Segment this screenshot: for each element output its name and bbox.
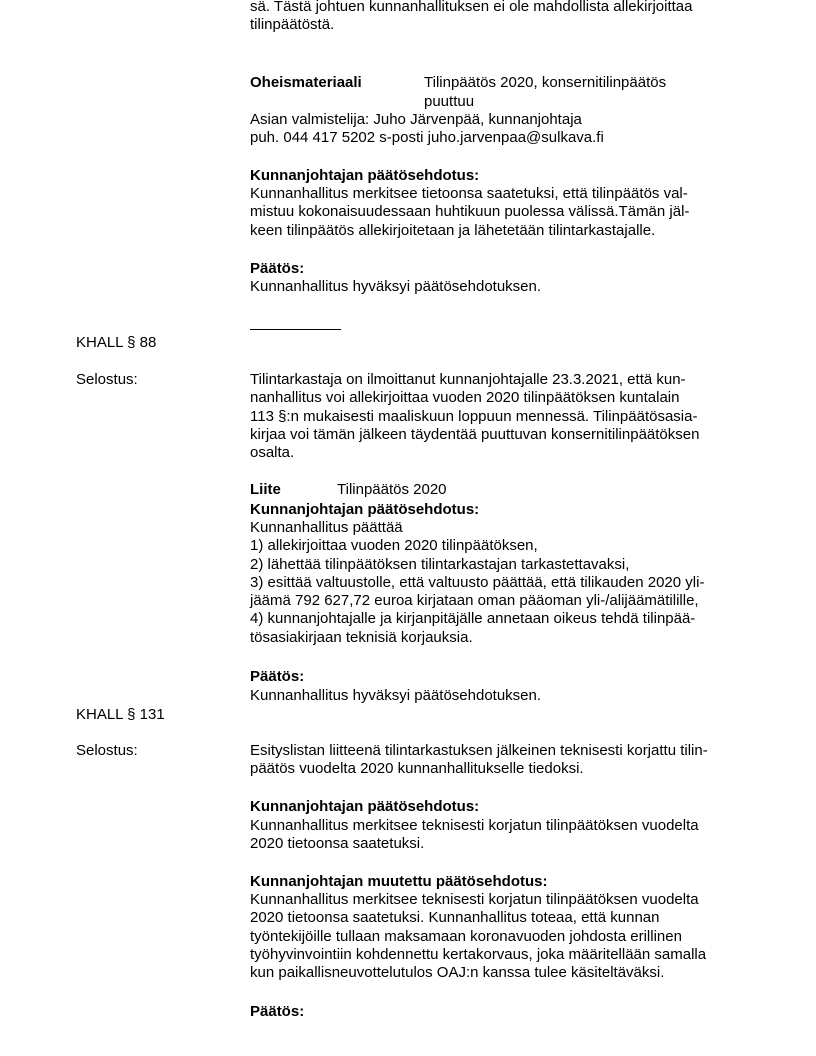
attachment-value: Tilinpäätös 2020, konsernitilinpäätös puuttuu [424, 74, 667, 110]
preparer-info: Asian valmistelija: Juho Järvenpää, kunnanjohtaja puh. 044 417 5202 s-posti juho.jarvenpaa@sulkava.fi [250, 111, 604, 147]
decision-text: Kunnanhallitus hyväksyi päätösehdotuksen. [250, 278, 542, 295]
modified-proposal-text: Kunnanhallitus merkitsee teknisesti korjatun tilinpäätöksen vuodelta 2020 tietoonsa saatetuksi. Kunnanhallitus toteaa, että kunnan työntekijöille tullaan maksamaan koronavuoden johdosta erillinen työhyvinvointiin kohdennettu kertakorvaus, joka määritellään samalla kun paikallisneuvottelutulos OAJ:n kanssa tulee käsiteltäväksi. [250, 891, 707, 982]
section-label-131: KHALL § 131 [76, 706, 165, 723]
selostus-text-88: Tilintarkastaja on ilmoittanut kunnanjohtajalle 23.3.2021, että kun- nanhallitus voi allekirjoittaa vuoden 2020 tilinpäätöksen kuntalain 113 §:n mukaisesti maaliskuun loppuun mennessä. Tilinpäätösasia- kirjaa voi tämän jälkeen täydentää puuttuvan konsernitilinpäätöksen osalta. [250, 371, 700, 462]
liite-row [250, 463, 750, 500]
decision-text-88: Kunnanhallitus hyväksyi päätösehdotuksen. [250, 687, 542, 704]
decision-heading-88: Päätös: [250, 668, 305, 685]
proposal-text: Kunnanhallitus merkitsee tietoonsa saatetuksi, että tilinpäätös val- mistuu kokonaisuudessaan huhtikuun puolessa välissä.Tämän jäl- keen tilinpäätös allekirjoitetaan ja lähetetään tilintarkastajalle. [250, 185, 690, 239]
proposal-text-131: Kunnanhallitus merkitsee teknisesti korjatun tilinpäätöksen vuodelta 2020 tietoonsa saatetuksi. [250, 817, 699, 853]
liite-label: Liite [250, 481, 281, 499]
section-divider [250, 329, 341, 330]
proposal-heading-131: Kunnanjohtajan päätösehdotus: [250, 798, 480, 815]
intro-paragraph: sä. Tästä johtuen kunnanhallituksen ei ole mahdollista allekirjoittaa tilinpäätöstä. [250, 0, 693, 34]
attachment-row [250, 56, 750, 111]
selostus-text-131: Esityslistan liitteenä tilintarkastuksen jälkeinen teknisesti korjattu tilin- päätös vuodelta 2020 kunnanhallitukselle tiedoksi. [250, 742, 708, 778]
proposal-heading: Kunnanjohtajan päätösehdotus: [250, 167, 480, 184]
selostus-label-88: Selostus: [76, 371, 138, 388]
decision-heading: Päätös: [250, 260, 305, 277]
proposal-text-88: Kunnanhallitus päättää 1) allekirjoittaa vuoden 2020 tilinpäätöksen, 2) lähettää tilinpäätöksen tilintarkastajan tarkastettavaksi, 3) esittää valtuustolle, että valtuusto päättää, että tilikauden 2020 yli- jäämä 792 627,72 euroa kirjataan oman pääoman yli-/alijäämätilille, 4) kunnanjohtajalle ja kirjanpitäjälle annetaan oikeus tehdä tilinpää- tösasiakirjaan teknisiä korjauksia. [250, 519, 705, 646]
decision-heading-131: Päätös: [250, 1003, 305, 1020]
modified-proposal-heading: Kunnanjohtajan muutettu päätösehdotus: [250, 873, 548, 890]
liite-value: Tilinpäätös 2020 [337, 481, 447, 499]
attachment-label: Oheismateriaali [250, 74, 362, 92]
selostus-label-131: Selostus: [76, 742, 138, 759]
proposal-heading-88: Kunnanjohtajan päätösehdotus: [250, 501, 480, 518]
section-label-88: KHALL § 88 [76, 334, 157, 351]
